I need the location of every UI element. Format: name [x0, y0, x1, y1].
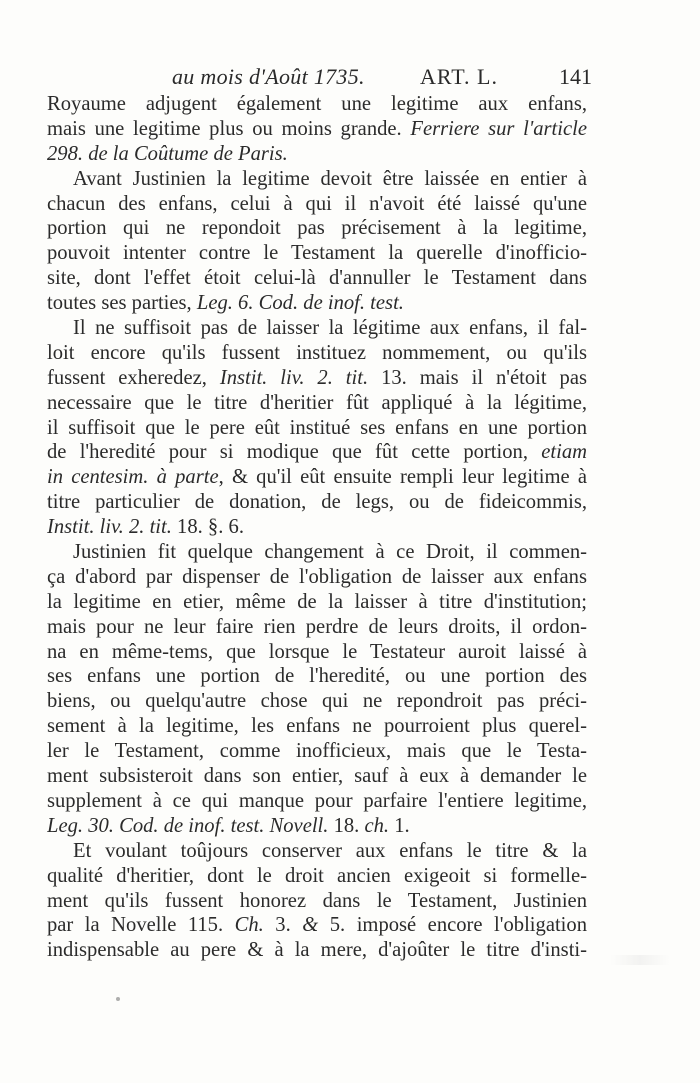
- line-text: na en même-tems, que lorsque le Testateur auroit laissé à: [47, 640, 587, 663]
- text-line: [47, 689, 587, 714]
- line-text: ment subsisteroit dans son entier, sauf à eux à demander le: [47, 765, 587, 788]
- text-line: [47, 515, 587, 540]
- line-text: 18.: [328, 814, 365, 837]
- line-text: mais pour ne leur faire rien perdre de leurs droits, il ordon-: [47, 615, 587, 638]
- line-text: pouvoit intenter contre le Testament la querelle d'inofficio-: [47, 242, 587, 265]
- italic-citation: Leg. 6. Cod. de inof. test.: [196, 292, 404, 315]
- text-line: [47, 540, 587, 565]
- text-line: [47, 789, 587, 814]
- line-text: ment qu'ils fussent honorez dans le Testament, Justinien: [47, 889, 587, 912]
- italic-citation: Ch.: [234, 914, 264, 937]
- text-line: [47, 291, 587, 316]
- line-text: 18. §. 6.: [171, 516, 244, 539]
- line-text: qualité d'heritier, dont le droit ancien exigeoit si formelle-: [47, 864, 587, 887]
- ink-spot: [116, 997, 120, 1001]
- line-text: 3.: [263, 914, 303, 937]
- line-text: site, dont l'effet étoit celui-là d'annuller le Testament dans: [47, 267, 587, 290]
- text-line: [47, 465, 587, 490]
- line-text: loit encore qu'ils fussent instituez nommement, ou qu'ils: [47, 341, 587, 364]
- line-text: mais une legitime plus ou moins grande.: [47, 117, 411, 140]
- italic-citation: Leg. 30. Cod. de inof. test. Novell.: [47, 814, 329, 837]
- line-text: supplement à ce qui manque pour parfaire l'entiere legitime,: [47, 789, 587, 812]
- line-text: indispensable au pere & à la mere, d'ajoûter le titre d'insti-: [47, 939, 587, 962]
- text-line: [47, 889, 587, 914]
- line-text: la legitime en etier, même de la laisser à titre d'institution;: [47, 590, 587, 613]
- text-line: [47, 416, 587, 441]
- text-line: [47, 341, 587, 366]
- article-number: ART. L.: [420, 64, 498, 89]
- line-text: titre particulier de donation, de legs, ou de fideicommis,: [47, 491, 587, 514]
- text-line: [47, 839, 587, 864]
- body-text: [47, 92, 587, 963]
- line-text: 13. mais il n'étoit pas: [368, 366, 587, 389]
- line-text: par la Novelle 115.: [47, 914, 235, 937]
- italic-citation: in centesim. à parte: [47, 466, 219, 489]
- text-line: [47, 739, 587, 764]
- line-text: fussent exheredez,: [47, 366, 220, 389]
- text-line: [47, 664, 587, 689]
- italic-citation: Instit. liv. 2. tit.: [219, 366, 369, 389]
- line-text: , & qu'il eût ensuite rempli leur legitime à: [218, 466, 587, 489]
- line-text: Avant Justinien la legitime devoit être laissée en entier à: [73, 167, 587, 190]
- line-text: ça d'abord par dispenser de l'obligation de laisser aux enfans: [47, 565, 587, 588]
- text-line: [47, 366, 587, 391]
- text-line: [47, 913, 587, 938]
- text-line: [47, 92, 587, 117]
- line-text: Et voulant toûjours conserver aux enfans le titre & la: [73, 839, 587, 862]
- line-text: biens, ou quelqu'autre chose qui ne repondroit pas préci-: [47, 690, 587, 713]
- running-title: au mois d'Août 1735.: [172, 64, 365, 89]
- line-text: ses enfans une portion de l'heredité, ou une portion des: [47, 665, 587, 688]
- text-line: [47, 167, 587, 192]
- line-text: chacun des enfans, celui à qui il n'avoit été laissé qu'une: [47, 192, 587, 215]
- text-line: [47, 391, 587, 416]
- italic-citation: Ferriere sur l'article: [410, 117, 587, 140]
- text-line: [47, 241, 587, 266]
- italic-citation: &: [302, 914, 319, 937]
- text-line: [47, 864, 587, 889]
- running-header: [172, 64, 592, 92]
- line-text: toutes ses parties,: [47, 292, 197, 315]
- line-text: Il ne suffisoit pas de laisser la légitime aux enfans, il fal-: [73, 317, 587, 340]
- text-line: [47, 490, 587, 515]
- bleed-through-mark: [610, 955, 670, 965]
- text-line: [47, 764, 587, 789]
- line-text: necessaire que le titre d'heritier fût appliqué à la légitime,: [47, 391, 587, 414]
- text-line: [47, 316, 587, 341]
- text-line: [47, 938, 587, 963]
- line-text: Royaume adjugent également une legitime aux enfans,: [47, 93, 587, 115]
- line-text: portion qui ne repondoit pas précisement à la legitime,: [47, 217, 587, 240]
- page-number: 141: [559, 64, 592, 89]
- italic-citation: etiam: [541, 441, 587, 464]
- line-text: 5. imposé encore l'obligation: [318, 914, 587, 937]
- text-line: [47, 640, 587, 665]
- text-line: [47, 142, 587, 167]
- text-line: [47, 565, 587, 590]
- line-text: il suffisoit que le pere eût institué ses enfans en une portion: [47, 416, 587, 439]
- text-line: [47, 192, 587, 217]
- line-text: ler le Testament, comme inofficieux, mais que le Testa-: [47, 740, 587, 763]
- text-line: [47, 266, 587, 291]
- line-text: Justinien fit quelque changement à ce Droit, il commen-: [73, 541, 587, 564]
- line-text: 1.: [389, 814, 410, 837]
- text-line: [47, 814, 587, 839]
- text-line: [47, 615, 587, 640]
- text-line: [47, 440, 587, 465]
- text-line: [47, 590, 587, 615]
- italic-citation: 298. de la Coûtume de Paris.: [47, 142, 288, 165]
- line-text: de l'heredité pour si modique que fût cette portion,: [47, 441, 542, 464]
- line-text: sement à la legitime, les enfans ne pourroient plus querel-: [47, 715, 587, 738]
- italic-citation: Instit. liv. 2. tit.: [47, 516, 172, 539]
- text-line: [47, 117, 587, 142]
- italic-citation: ch.: [364, 814, 390, 837]
- text-line: [47, 714, 587, 739]
- text-line: [47, 216, 587, 241]
